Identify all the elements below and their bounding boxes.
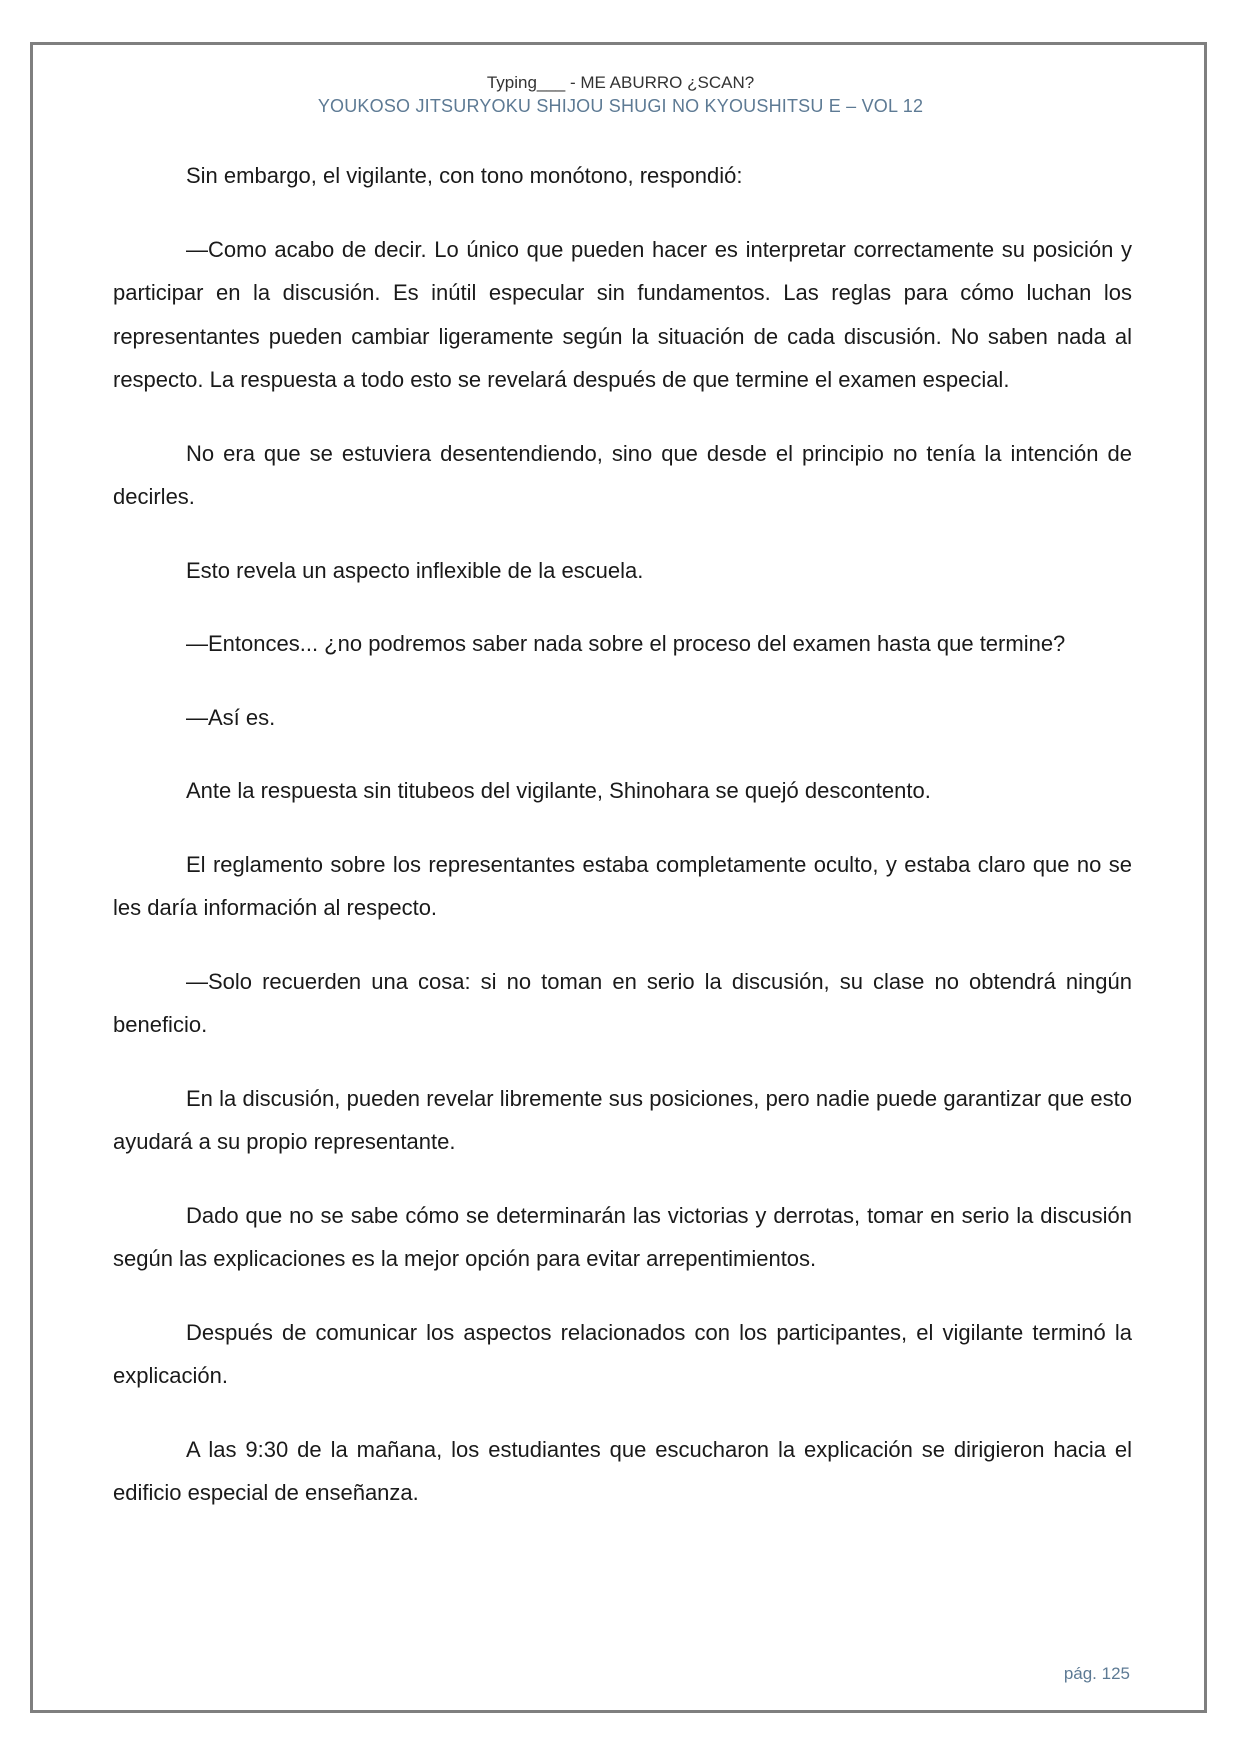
paragraph: Sin embargo, el vigilante, con tono monótono, respondió: [186,163,743,188]
paragraph: Ante la respuesta sin titubeos del vigilante, Shinohara se quejó descontento. [186,778,931,803]
paragraph: No era que se estuviera desentendiendo, sino que desde el principio no tenía la intención de decirles. [113,440,1132,509]
paragraph: Después de comunicar los aspectos relacionados con los participantes, el vigilante terminó la explicación. [113,1319,1132,1388]
header-credit: Typing___ - ME ABURRO ¿SCAN? [486,73,755,92]
paragraph: Dado que no se sabe cómo se determinarán las victorias y derrotas, tomar en serio la discusión según las explicaciones es la mejor opción para evitar arrepentimientos. [113,1202,1132,1271]
paragraph: A las 9:30 de la mañana, los estudiantes que escucharon la explicación se dirigieron hacia el edificio especial de enseñanza. [113,1436,1132,1505]
body-text [113,154,1132,1545]
paragraph: —Como acabo de decir. Lo único que pueden hacer es interpretar correctamente su posición y participar en la discusión. Es inútil especular sin fundamentos. Las reglas para cómo luchan los representantes pueden cambiar ligeramente según la situación de cada discusión. No saben nada al respecto. La respuesta a todo esto se revelará después de que termine el examen especial. [113,236,1132,392]
paragraph: —Solo recuerden una cosa: si no toman en serio la discusión, su clase no obtendrá ningún beneficio. [113,968,1132,1037]
header-title: YOUKOSO JITSURYOKU SHIJOU SHUGI NO KYOUSHITSU E – VOL 12 [317,96,924,116]
paragraph: Esto revela un aspecto inflexible de la escuela. [186,557,644,583]
page-number: pág. 125 [1063,1664,1130,1683]
paragraph: —Entonces... ¿no podremos saber nada sobre el proceso del examen hasta que termine? [186,631,1066,656]
page-header [0,72,1241,118]
paragraph: El reglamento sobre los representantes estaba completamente oculto, y estaba claro que no se les daría información al respecto. [113,851,1132,920]
paragraph: —Así es. [186,704,276,730]
paragraph: En la discusión, pueden revelar libremente sus posiciones, pero nadie puede garantizar que esto ayudará a su propio representante. [113,1085,1132,1154]
